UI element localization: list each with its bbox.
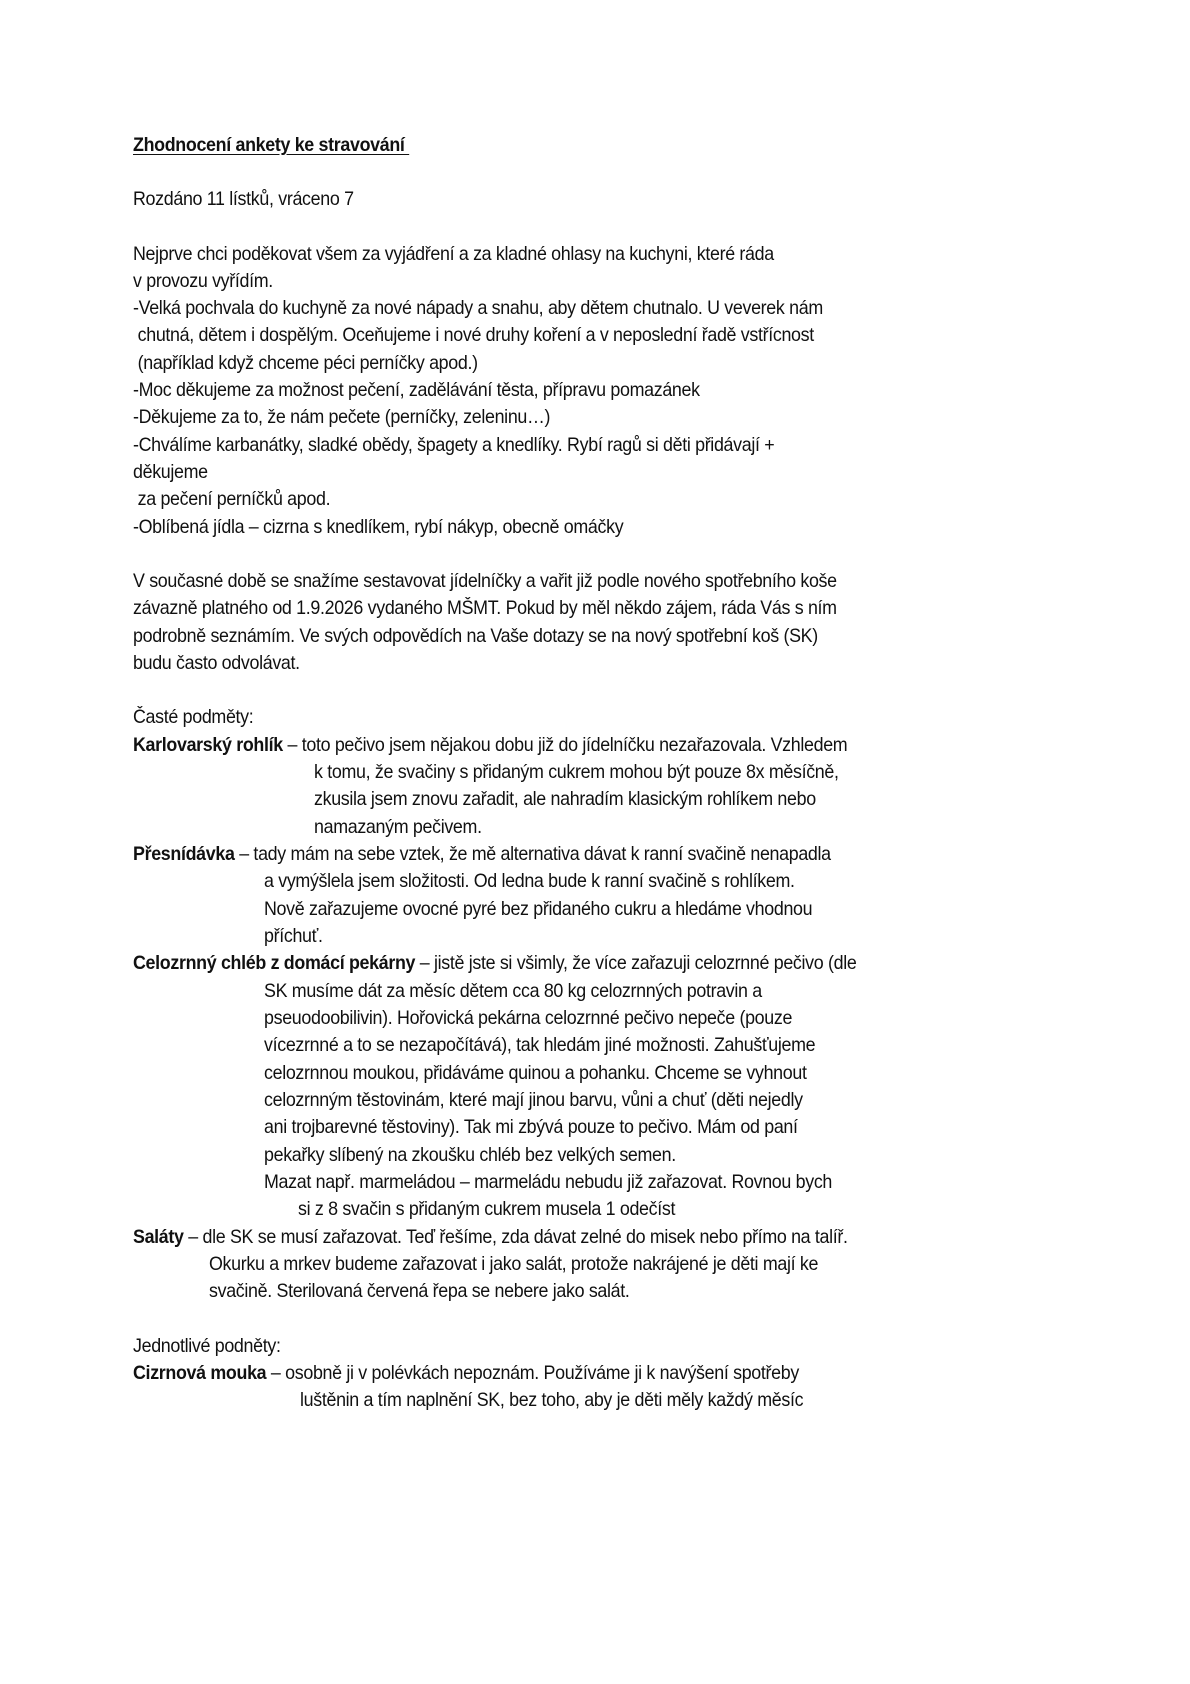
individual-heading: Jednotlivé podněty: xyxy=(133,1336,281,1357)
topic-text: – osobně ji v polévkách nepoznám. Používáme ji k navýšení spotřeby xyxy=(266,1363,799,1384)
feedback-line: -Děkujeme za to, že nám pečete (perníčky, zeleninu…) xyxy=(133,407,551,428)
topic-text-line: vícezrnné a to se nezapočítává), tak hledám jiné možnosti. Zahušťujeme xyxy=(264,1035,816,1056)
topic-term: Přesnídávka xyxy=(133,844,235,865)
feedback-line: -Velká pochvala do kuchyně za nové nápady a snahu, aby dětem chutnalo. U veverek nám xyxy=(133,298,823,319)
topic-term: Karlovarský rohlík xyxy=(133,735,283,756)
feedback-line: chutná, dětem i dospělým. Oceňujeme i nové druhy koření a v neposlední řadě vstřícnost xyxy=(133,325,814,346)
document-title: Zhodnocení ankety ke stravování xyxy=(133,135,410,156)
topic-text: – toto pečivo jsem nějakou dobu již do jídelníčku nezařazovala. Vzhledem xyxy=(282,735,848,756)
topic-text-line: svačině. Sterilovaná červená řepa se nebere jako salát. xyxy=(209,1281,630,1302)
topic-text-line: celozrnnou moukou, přidáváme quinou a pohanku. Chceme se vyhnout xyxy=(264,1063,807,1084)
topic-text-line: Mazat např. marmeládou – marmeládu nebudu již zařazovat. Rovnou bych xyxy=(264,1172,833,1193)
topic-text-line: SK musíme dát za měsíc dětem cca 80 kg celozrnných potravin a xyxy=(264,981,762,1002)
feedback-line: (například když chceme péci perníčky apod.) xyxy=(133,353,478,374)
feedback-line: -Moc děkujeme za možnost pečení, zadělávání těsta, přípravu pomazánek xyxy=(133,380,700,401)
topic-text-line: pekařky slíbený na zkoušku chléb bez velkých semen. xyxy=(264,1145,676,1166)
basket-paragraph-line: V současné době se snažíme sestavovat jídelníčky a vařit již podle nového spotřebního koše xyxy=(133,571,837,592)
topic-text-line: k tomu, že svačiny s přidaným cukrem mohou být pouze 8x měsíčně, xyxy=(314,762,839,783)
feedback-line: děkujeme xyxy=(133,462,208,483)
thanks-intro-line: Nejprve chci poděkovat všem za vyjádření a za kladné ohlasy na kuchyni, které ráda xyxy=(133,244,774,265)
topic-text: – jistě jste si všimly, že více zařazuji celozrnné pečivo (dle xyxy=(415,953,857,974)
basket-paragraph-line: závazně platného od 1.9.2026 vydaného MŠMT. Pokud by měl někdo zájem, ráda Vás s ním xyxy=(133,598,837,619)
feedback-line: za pečení perníčků apod. xyxy=(133,489,331,510)
basket-paragraph-line: podrobně seznámím. Ve svých odpovědích na Vaše dotazy se na nový spotřební koš (SK) xyxy=(133,626,818,647)
topic-text-line: Okurku a mrkev budeme zařazovat i jako salát, protože nakrájené je děti mají ke xyxy=(209,1254,819,1275)
topic-karlovarsky-rohlik xyxy=(133,734,847,758)
topic-text-line: pseuodoobilivin). Hořovická pekárna celozrnné pečivo nepeče (pouze xyxy=(264,1008,793,1029)
topic-term: Saláty xyxy=(133,1227,184,1248)
distribution-summary: Rozdáno 11 lístků, vráceno 7 xyxy=(133,189,354,210)
topic-text-line: namazaným pečivem. xyxy=(314,817,482,838)
topic-text-line: ani trojbarevné těstoviny). Tak mi zbývá pouze to pečivo. Mám od paní xyxy=(264,1117,798,1138)
thanks-intro-line: v provozu vyřídím. xyxy=(133,271,273,292)
topic-salaty xyxy=(133,1226,848,1250)
topic-text-line: luštěnin a tím naplnění SK, bez toho, aby je děti měly každý měsíc xyxy=(300,1390,804,1411)
topic-cizrnova-mouka xyxy=(133,1362,799,1386)
topic-text: – tady mám na sebe vztek, že mě alternativa dávat k ranní svačině nenapadla xyxy=(234,844,831,865)
topic-text-line: zkusila jsem znovu zařadit, ale nahradím klasickým rohlíkem nebo xyxy=(314,789,816,810)
topic-text-line: si z 8 svačin s přidaným cukrem musela 1 odečíst xyxy=(298,1199,676,1220)
feedback-line: -Oblíbená jídla – cizrna s knedlíkem, rybí nákyp, obecně omáčky xyxy=(133,517,624,538)
topic-text: – dle SK se musí zařazovat. Teď řešíme, zda dávat zelné do misek nebo přímo na talíř. xyxy=(183,1227,848,1248)
topic-text-line: příchuť. xyxy=(264,926,323,947)
topic-term: Cizrnová mouka xyxy=(133,1363,267,1384)
topic-text-line: Nově zařazujeme ovocné pyré bez přidaného cukru a hledáme vhodnou xyxy=(264,899,813,920)
topic-presnidavka xyxy=(133,843,831,867)
basket-paragraph-line: budu často odvolávat. xyxy=(133,653,300,674)
topic-text-line: celozrnným těstovinám, které mají jinou barvu, vůni a chuť (děti nejedly xyxy=(264,1090,803,1111)
frequent-heading: Časté podměty: xyxy=(133,707,254,728)
topic-term: Celozrnný chléb z domácí pekárny xyxy=(133,953,416,974)
topic-text-line: a vymýšlela jsem složitosti. Od ledna bude k ranní svačině s rohlíkem. xyxy=(264,871,795,892)
feedback-line: -Chválíme karbanátky, sladké obědy, špagety a knedlíky. Rybí ragů si děti přidávají + xyxy=(133,435,775,456)
topic-celozrnny-chleb xyxy=(133,952,856,976)
